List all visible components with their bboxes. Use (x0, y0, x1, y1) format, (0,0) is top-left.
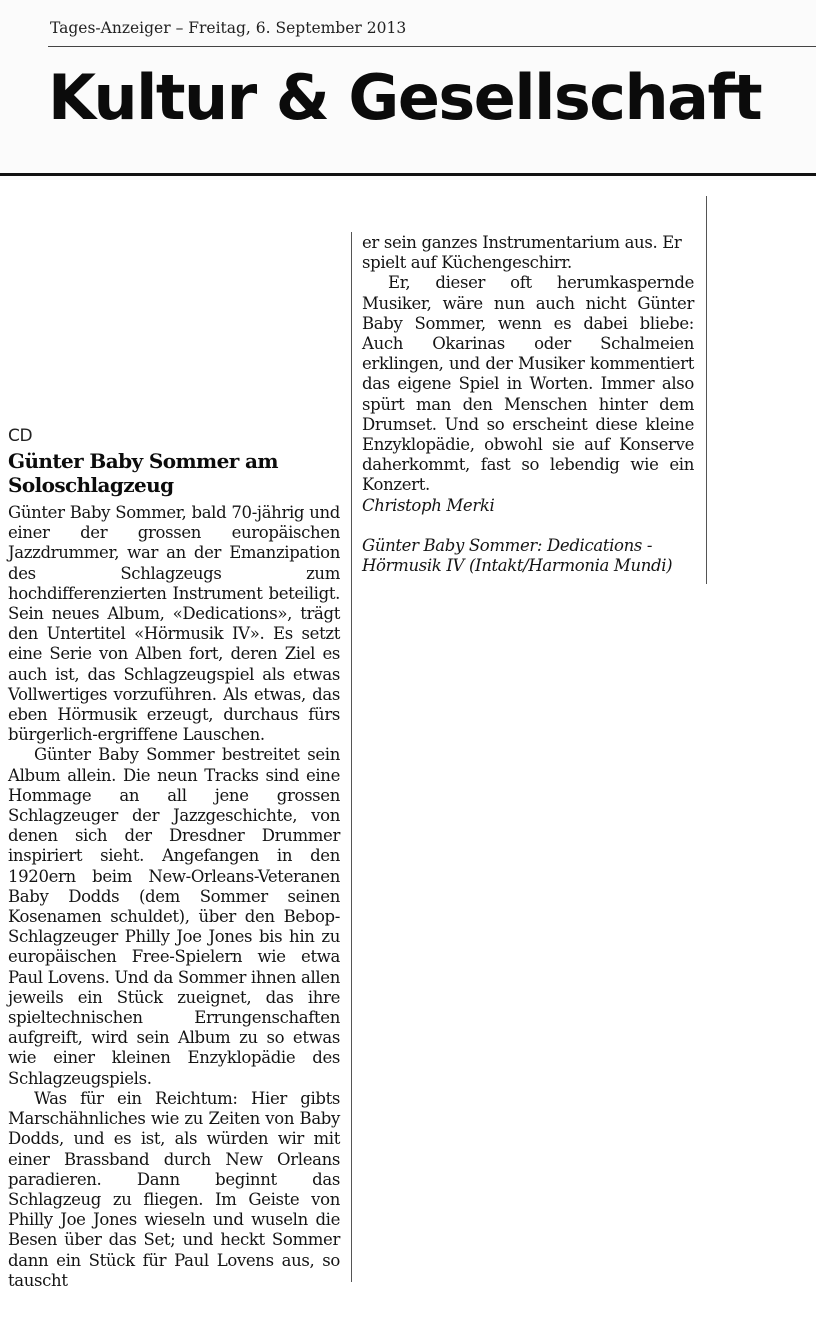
dateline: Tages-Anzeiger – Freitag, 6. September 2013 (50, 19, 407, 37)
article-column-1 (8, 425, 340, 1291)
top-rule (48, 46, 816, 47)
article-author: Christoph Merki (362, 495, 495, 515)
section-rule (0, 173, 816, 176)
article-paragraph: Günter Baby Sommer, bald 70-jährig und einer der grossen europäischen Jazzdrummer, war an der Emanzipation des Schlagzeugs zum hochdifferenzierten Instrument beteiligt. Sein neues Album, «Dedications», trägt den Untertitel «Hörmusik IV». Es setzt eine Serie von Alben fort, deren Ziel es auch ist, das Schlagzeugspiel als etwas Vollwertiges vorzuführen. Als etwas, das eben Hörmusik erzeugt, durchaus fürs bürgerlich-ergriffene Lauschen. (8, 503, 340, 745)
masthead (0, 0, 816, 180)
section-title: Kultur & Gesellschaft (48, 61, 762, 134)
article-column-2 (362, 233, 694, 576)
article-kicker: CD (8, 426, 33, 446)
article-paragraph: Was für ein Reichtum: Hier gibts Marschähnliches wie zu Zeiten von Baby Dodds, und es ist, als würden wir mit einer Brassband durch New Orleans paradieren. Dann beginnt das Schlagzeug zu fliegen. Im Geiste von Philly Joe Jones wieseln und wuseln die Besen über das Set; und heckt Sommer dann ein Stück für Paul Lovens aus, so tauscht (8, 1088, 340, 1290)
album-credit: Günter Baby Sommer: Dedications - Hörmusik IV (Intakt/Harmonia Mundi) (362, 535, 673, 576)
article-paragraph: er sein ganzes Instrumentarium aus. Er spielt auf Küchengeschirr. (362, 233, 682, 273)
column-rule-left (351, 232, 352, 1282)
column-rule-right (706, 196, 707, 584)
article-paragraph: Er, dieser oft herumkaspernde Musiker, wäre nun auch nicht Günter Baby Sommer, wenn es dabei bliebe: Auch Okarinas oder Schalmeien erklingen, und der Musiker kommentiert das eigene Spiel in Worten. Immer also spürt man den Menschen hinter dem Drumset. Und so erscheint diese kleine Enzyklopädie, obwohl sie auf Konserve daherkommt, fast so lebendig wie ein Konzert. (362, 273, 694, 495)
article-paragraph: Günter Baby Sommer bestreitet sein Album allein. Die neun Tracks sind eine Hommage an all jene grossen Schlagzeuger der Jazzgeschichte, von denen sich der Dresdner Drummer inspiriert sieht. Angefangen in den 1920ern beim New-Orleans-Veteranen Baby Dodds (dem Sommer seinen Kosenamen schuldet), über den Bebop-Schlagzeuger Philly Joe Jones bis hin zu europäischen Free-Spielern wie etwa Paul Lovens. Und da Sommer ihnen allen jeweils ein Stück zueignet, das ihre spieltechnischen Errungenschaften aufgreift, wird sein Album zu so etwas wie einer kleinen Enzyklopädie des Schlagzeugspiels. (8, 745, 340, 1088)
article-headline: Günter Baby Sommer am Soloschlagzeug (8, 449, 278, 497)
